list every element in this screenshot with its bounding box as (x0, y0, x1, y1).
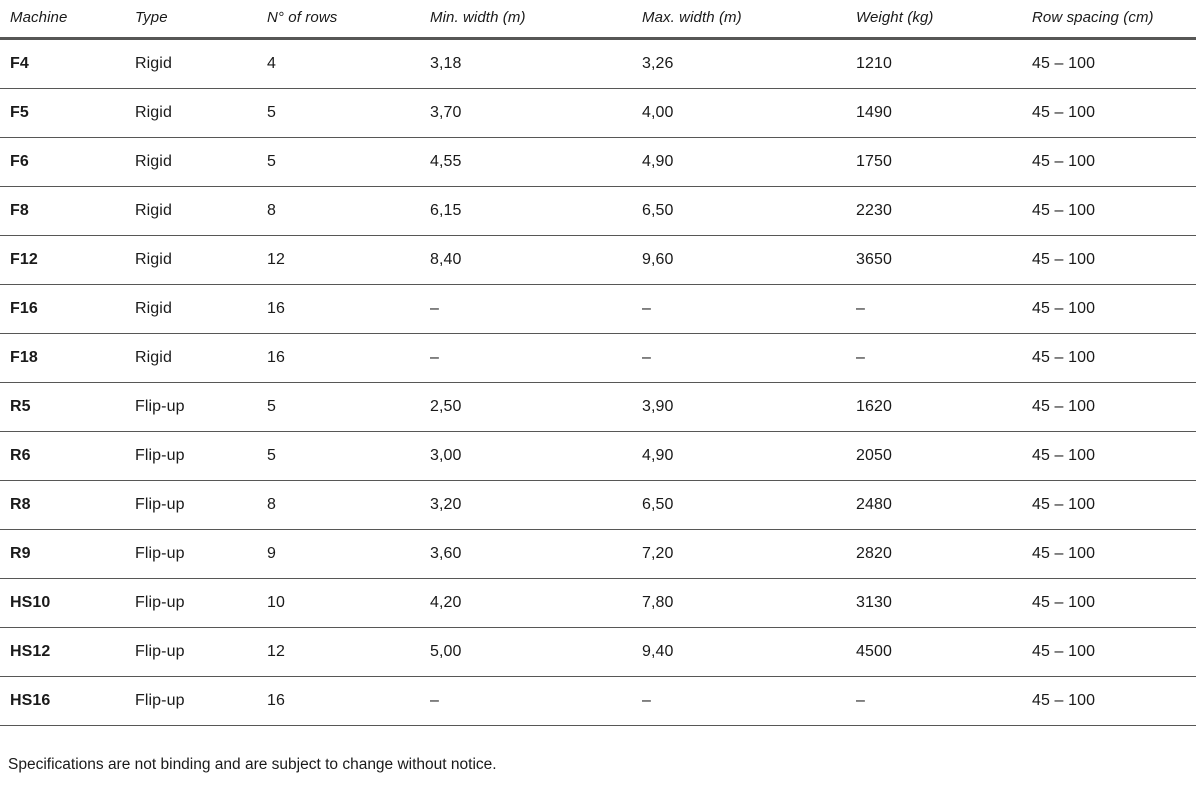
column-header-n-rows: N° of rows (267, 0, 430, 39)
cell-weight: – (856, 334, 1032, 383)
cell-type: Rigid (135, 39, 267, 89)
cell-max-width: 9,40 (642, 628, 856, 677)
cell-row-spacing: 45 – 100 (1032, 39, 1196, 89)
cell-machine: F18 (0, 334, 135, 383)
cell-weight: 1490 (856, 89, 1032, 138)
table-row (0, 334, 1196, 383)
cell-max-width: – (642, 285, 856, 334)
column-header-min-width: Min. width (m) (430, 0, 642, 39)
cell-n-rows: 16 (267, 285, 430, 334)
column-header-type: Type (135, 0, 267, 39)
cell-weight: 2820 (856, 530, 1032, 579)
cell-type: Flip-up (135, 677, 267, 726)
cell-machine: F5 (0, 89, 135, 138)
cell-n-rows: 16 (267, 334, 430, 383)
cell-type: Flip-up (135, 579, 267, 628)
cell-n-rows: 16 (267, 677, 430, 726)
cell-row-spacing: 45 – 100 (1032, 236, 1196, 285)
cell-machine: HS12 (0, 628, 135, 677)
cell-max-width: 3,26 (642, 39, 856, 89)
cell-machine: R5 (0, 383, 135, 432)
cell-max-width: 6,50 (642, 187, 856, 236)
cell-machine: R8 (0, 481, 135, 530)
header-row (0, 0, 1196, 39)
cell-max-width: 4,90 (642, 138, 856, 187)
cell-min-width: 2,50 (430, 383, 642, 432)
cell-weight: 1750 (856, 138, 1032, 187)
cell-min-width: 4,55 (430, 138, 642, 187)
cell-max-width: 7,20 (642, 530, 856, 579)
cell-weight: 2480 (856, 481, 1032, 530)
table-row (0, 236, 1196, 285)
table-row (0, 187, 1196, 236)
cell-row-spacing: 45 – 100 (1032, 138, 1196, 187)
footnote: Specifications are not binding and are subject to change without notice. (8, 756, 497, 773)
cell-row-spacing: 45 – 100 (1032, 334, 1196, 383)
cell-n-rows: 5 (267, 383, 430, 432)
cell-min-width: 5,00 (430, 628, 642, 677)
cell-min-width: 6,15 (430, 187, 642, 236)
cell-n-rows: 8 (267, 481, 430, 530)
cell-machine: R6 (0, 432, 135, 481)
table-row (0, 89, 1196, 138)
cell-weight: 2050 (856, 432, 1032, 481)
cell-max-width: 4,90 (642, 432, 856, 481)
cell-row-spacing: 45 – 100 (1032, 481, 1196, 530)
table-row (0, 677, 1196, 726)
cell-n-rows: 12 (267, 236, 430, 285)
column-header-max-width: Max. width (m) (642, 0, 856, 39)
cell-n-rows: 12 (267, 628, 430, 677)
cell-n-rows: 5 (267, 432, 430, 481)
cell-n-rows: 4 (267, 39, 430, 89)
cell-weight: – (856, 285, 1032, 334)
cell-machine: F12 (0, 236, 135, 285)
cell-max-width: 3,90 (642, 383, 856, 432)
cell-type: Flip-up (135, 628, 267, 677)
cell-max-width: 6,50 (642, 481, 856, 530)
cell-row-spacing: 45 – 100 (1032, 677, 1196, 726)
cell-weight: 2230 (856, 187, 1032, 236)
column-header-row-spacing: Row spacing (cm) (1032, 0, 1196, 39)
cell-type: Flip-up (135, 432, 267, 481)
table-row (0, 579, 1196, 628)
cell-n-rows: 10 (267, 579, 430, 628)
cell-row-spacing: 45 – 100 (1032, 628, 1196, 677)
cell-min-width: 3,20 (430, 481, 642, 530)
cell-type: Rigid (135, 334, 267, 383)
cell-n-rows: 5 (267, 89, 430, 138)
cell-type: Rigid (135, 138, 267, 187)
cell-type: Flip-up (135, 481, 267, 530)
cell-weight: 3650 (856, 236, 1032, 285)
table-row (0, 138, 1196, 187)
cell-type: Rigid (135, 236, 267, 285)
cell-machine: HS16 (0, 677, 135, 726)
cell-row-spacing: 45 – 100 (1032, 530, 1196, 579)
cell-min-width: 3,18 (430, 39, 642, 89)
cell-weight: – (856, 677, 1032, 726)
cell-machine: R9 (0, 530, 135, 579)
cell-min-width: 4,20 (430, 579, 642, 628)
cell-max-width: 9,60 (642, 236, 856, 285)
cell-min-width: 3,00 (430, 432, 642, 481)
cell-min-width: – (430, 334, 642, 383)
column-header-weight: Weight (kg) (856, 0, 1032, 39)
cell-row-spacing: 45 – 100 (1032, 285, 1196, 334)
table-row (0, 383, 1196, 432)
cell-machine: F16 (0, 285, 135, 334)
cell-min-width: – (430, 285, 642, 334)
table-row (0, 530, 1196, 579)
cell-weight: 3130 (856, 579, 1032, 628)
cell-type: Rigid (135, 285, 267, 334)
cell-weight: 1210 (856, 39, 1032, 89)
cell-row-spacing: 45 – 100 (1032, 89, 1196, 138)
cell-min-width: 8,40 (430, 236, 642, 285)
cell-type: Flip-up (135, 530, 267, 579)
cell-row-spacing: 45 – 100 (1032, 187, 1196, 236)
cell-max-width: – (642, 334, 856, 383)
cell-min-width: 3,60 (430, 530, 642, 579)
cell-min-width: 3,70 (430, 89, 642, 138)
cell-max-width: 7,80 (642, 579, 856, 628)
cell-row-spacing: 45 – 100 (1032, 383, 1196, 432)
cell-row-spacing: 45 – 100 (1032, 579, 1196, 628)
cell-max-width: 4,00 (642, 89, 856, 138)
cell-machine: F8 (0, 187, 135, 236)
cell-machine: F4 (0, 39, 135, 89)
table-row (0, 285, 1196, 334)
cell-min-width: – (430, 677, 642, 726)
cell-max-width: – (642, 677, 856, 726)
cell-row-spacing: 45 – 100 (1032, 432, 1196, 481)
cell-n-rows: 8 (267, 187, 430, 236)
table-row (0, 628, 1196, 677)
cell-type: Rigid (135, 187, 267, 236)
cell-machine: HS10 (0, 579, 135, 628)
table-row (0, 481, 1196, 530)
table-row (0, 432, 1196, 481)
cell-n-rows: 5 (267, 138, 430, 187)
column-header-machine: Machine (0, 0, 135, 39)
cell-n-rows: 9 (267, 530, 430, 579)
cell-weight: 4500 (856, 628, 1032, 677)
cell-machine: F6 (0, 138, 135, 187)
table-row (0, 39, 1196, 89)
cell-weight: 1620 (856, 383, 1032, 432)
cell-type: Rigid (135, 89, 267, 138)
cell-type: Flip-up (135, 383, 267, 432)
